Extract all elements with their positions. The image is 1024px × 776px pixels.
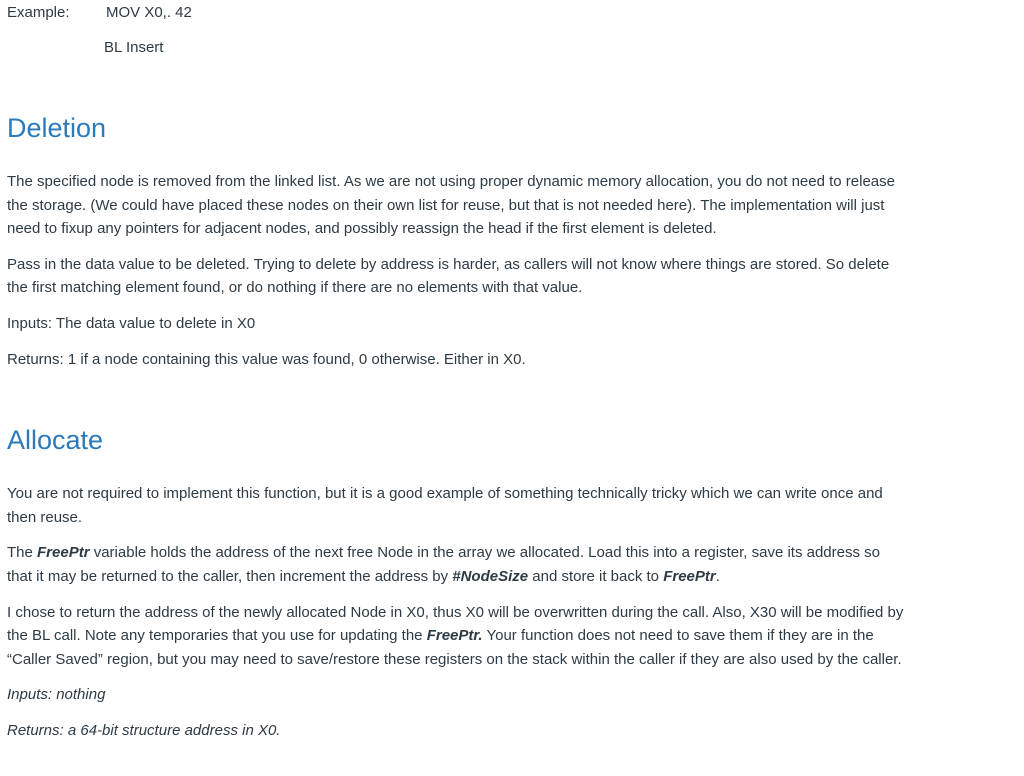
text-run: . (715, 567, 720, 585)
text-run: Your function does not need to save them if they are in the “Caller Saved” region, but you may need to save/restore these registers on the stack within the caller if they are also used by the caller. (7, 627, 902, 668)
text-run: and store it back to (528, 567, 664, 585)
allocate-heading: Allocate (7, 425, 104, 456)
freeptr-term: FreePtr. (426, 627, 483, 645)
allocate-inputs: Inputs: nothing (7, 686, 106, 704)
nodesize-term: #NodeSize (452, 567, 529, 585)
example-label: Example: (7, 4, 70, 21)
allocate-paragraph-2 (7, 541, 907, 588)
allocate-returns: Returns: a 64-bit structure address in X0. (7, 721, 281, 739)
example-code-line-1: MOV X0,. 42 (106, 4, 192, 21)
deletion-paragraph-1: The specified node is removed from the linked list. As we are not using proper dynamic memory allocation, you do not need to release the storage. (We could have placed these nodes on their own list for reuse, but that is not needed here). The implementation will just need to fixup any pointers for adjacent nodes, and possibly reassign the head if the first element is deleted. (7, 173, 895, 238)
text-run: The (7, 544, 38, 562)
deletion-paragraph-2: Pass in the data value to be deleted. Trying to delete by address is harder, as callers will not know where things are stored. So delete the first matching element found, or do nothing if there are no elements with that value. (7, 255, 890, 297)
deletion-inputs: Inputs: The data value to delete in X0 (7, 314, 256, 332)
freeptr-term: FreePtr (663, 567, 716, 585)
text-run: variable holds the address of the next free Node in the array we allocated. Load this into a register, save its address so that it may be returned to the caller, then increment the address by (7, 544, 880, 585)
allocate-paragraph-3 (7, 601, 907, 672)
document-page (7, 0, 907, 743)
example-code-line-2: BL Insert (104, 39, 164, 56)
deletion-returns: Returns: 1 if a node containing this value was found, 0 otherwise. Either in X0. (7, 350, 526, 368)
freeptr-term: FreePtr (37, 544, 90, 562)
deletion-heading: Deletion (7, 113, 107, 143)
allocate-paragraph-1: You are not required to implement this function, but it is a good example of something technically tricky which we can write once and then reuse. (7, 485, 883, 526)
example-block (7, 0, 907, 60)
text-run: I chose to return the address of the newly allocated Node in X0, thus X0 will be overwritten during the call. Also, X30 will be modified by the BL call. Note any temporaries that you use for updating the (7, 603, 904, 645)
